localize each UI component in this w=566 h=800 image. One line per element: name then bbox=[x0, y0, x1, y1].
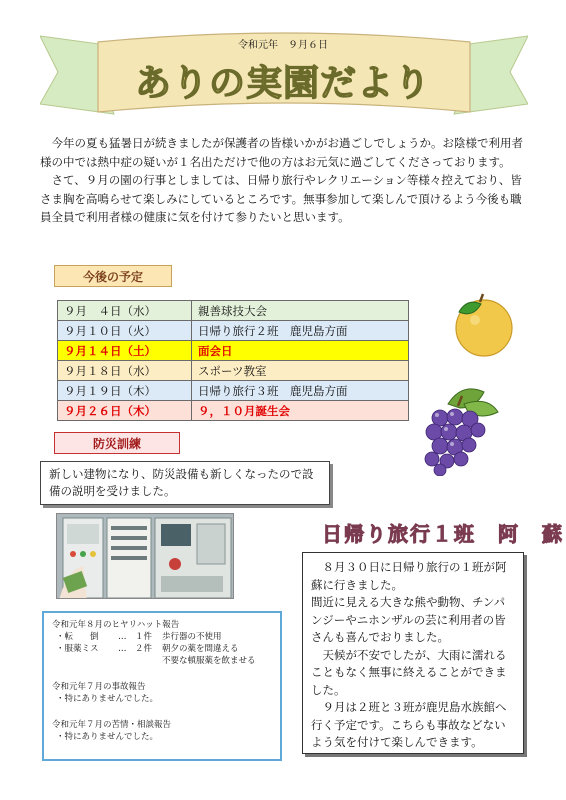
schedule-event: ９，１０月誕生会 bbox=[192, 401, 409, 421]
drill-text: 新しい建物になり、防災設備も新しくなったので設備の説明を受けました。 bbox=[49, 467, 314, 498]
drill-text-box bbox=[40, 461, 330, 505]
trip-title: 日帰り旅行１班 阿 蘇 bbox=[322, 522, 564, 546]
schedule-event: 日帰り旅行３班 鹿児島方面 bbox=[192, 381, 409, 401]
near-miss-kind: ・服薬ミス bbox=[56, 644, 99, 654]
schedule-event: 面会日 bbox=[192, 341, 409, 361]
trip-paragraph: ８月３０日に日帰り旅行の１班が阿蘇に行きました。 bbox=[311, 560, 507, 592]
schedule-event: 親善球技大会 bbox=[192, 301, 409, 321]
schedule-event: スポーツ教室 bbox=[192, 361, 409, 381]
drill-label: 防災訓練 bbox=[54, 432, 180, 454]
schedule-date: ９月 ４日（水） bbox=[58, 301, 192, 321]
intro-paragraph: 今年の夏も猛暑日が続きましたが保護者の皆様いかがお過ごしでしょうか。お陰様で利用者様の中では熱中症の疑いが１名出ただけで他の方はお元気に過ごしてくださっております。 bbox=[40, 136, 523, 169]
schedule-event: 日帰り旅行２班 鹿児島方面 bbox=[192, 321, 409, 341]
newsletter-title: ありの実園だより bbox=[134, 63, 431, 104]
trip-paragraph: 天候が不安でしたが、大雨に濡れることもなく無事に終えることができました。 bbox=[311, 647, 507, 697]
trip-paragraph: 間近に見える大きな熊や動物、チンパンジーやニホンザルの芸に利用者の皆さんも喜んでおりました。 bbox=[311, 595, 506, 644]
reports-box bbox=[42, 611, 282, 761]
near-miss-row bbox=[52, 631, 272, 643]
complaint-heading: 令和元年７月の苦情・相談報告 bbox=[52, 720, 172, 730]
pear-icon bbox=[447, 290, 517, 358]
schedule-row bbox=[58, 361, 409, 381]
schedule-row bbox=[58, 401, 409, 421]
near-miss-detail: 朝夕の薬を間違える bbox=[162, 644, 239, 654]
grape-icon bbox=[418, 382, 504, 476]
control-panel-photo bbox=[57, 514, 234, 599]
schedule-label: 今後の予定 bbox=[54, 265, 172, 287]
schedule-row bbox=[58, 381, 409, 401]
schedule-row bbox=[58, 321, 409, 341]
trip-article bbox=[302, 552, 524, 754]
schedule-date: ９月１４日（土） bbox=[58, 341, 192, 361]
drill-photo bbox=[56, 513, 234, 599]
schedule-date: ９月２６日（木） bbox=[58, 401, 192, 421]
near-miss-row bbox=[52, 643, 272, 655]
trip-paragraph: ９月は２班と３班が鹿児島水族館へ行く予定です。こちらも事故などないよう気を付けて楽しんできます。 bbox=[311, 700, 507, 749]
near-miss-count: … １件 bbox=[118, 632, 153, 642]
schedule-date: ９月１９日（木） bbox=[58, 381, 192, 401]
intro-paragraph: さて、９月の園の行事としましては、日帰り旅行やレクリエーション等様々控えており、皆さま胸を高鳴らせて楽しみにしているところです。無事参加して楽しんで頂けるよう今後も職員全員で利用者様の健康に気を付けて参りたいと思います。 bbox=[40, 173, 522, 224]
intro-text bbox=[40, 134, 526, 227]
near-miss-count: … ２件 bbox=[118, 644, 153, 654]
near-miss-detail: 歩行器の不使用 bbox=[162, 632, 222, 642]
schedule-date: ９月１８日（水） bbox=[58, 361, 192, 381]
near-miss-kind: ・転 倒 bbox=[56, 632, 99, 642]
near-miss-heading: 令和元年８月のヒヤリハット報告 bbox=[52, 620, 180, 630]
accident-text: ・特にありませんでした。 bbox=[56, 694, 159, 704]
issue-date: 令和元年 ９月６日 bbox=[238, 40, 328, 51]
near-miss-detail-extra: 不要な頓服薬を飲ませる bbox=[162, 656, 256, 666]
schedule-row bbox=[58, 301, 409, 321]
complaint-text: ・特にありませんでした。 bbox=[56, 732, 159, 742]
accident-heading: 令和元年７月の事故報告 bbox=[52, 682, 146, 692]
schedule-table bbox=[57, 300, 409, 421]
schedule-date: ９月１０日（火） bbox=[58, 321, 192, 341]
schedule-row bbox=[58, 341, 409, 361]
